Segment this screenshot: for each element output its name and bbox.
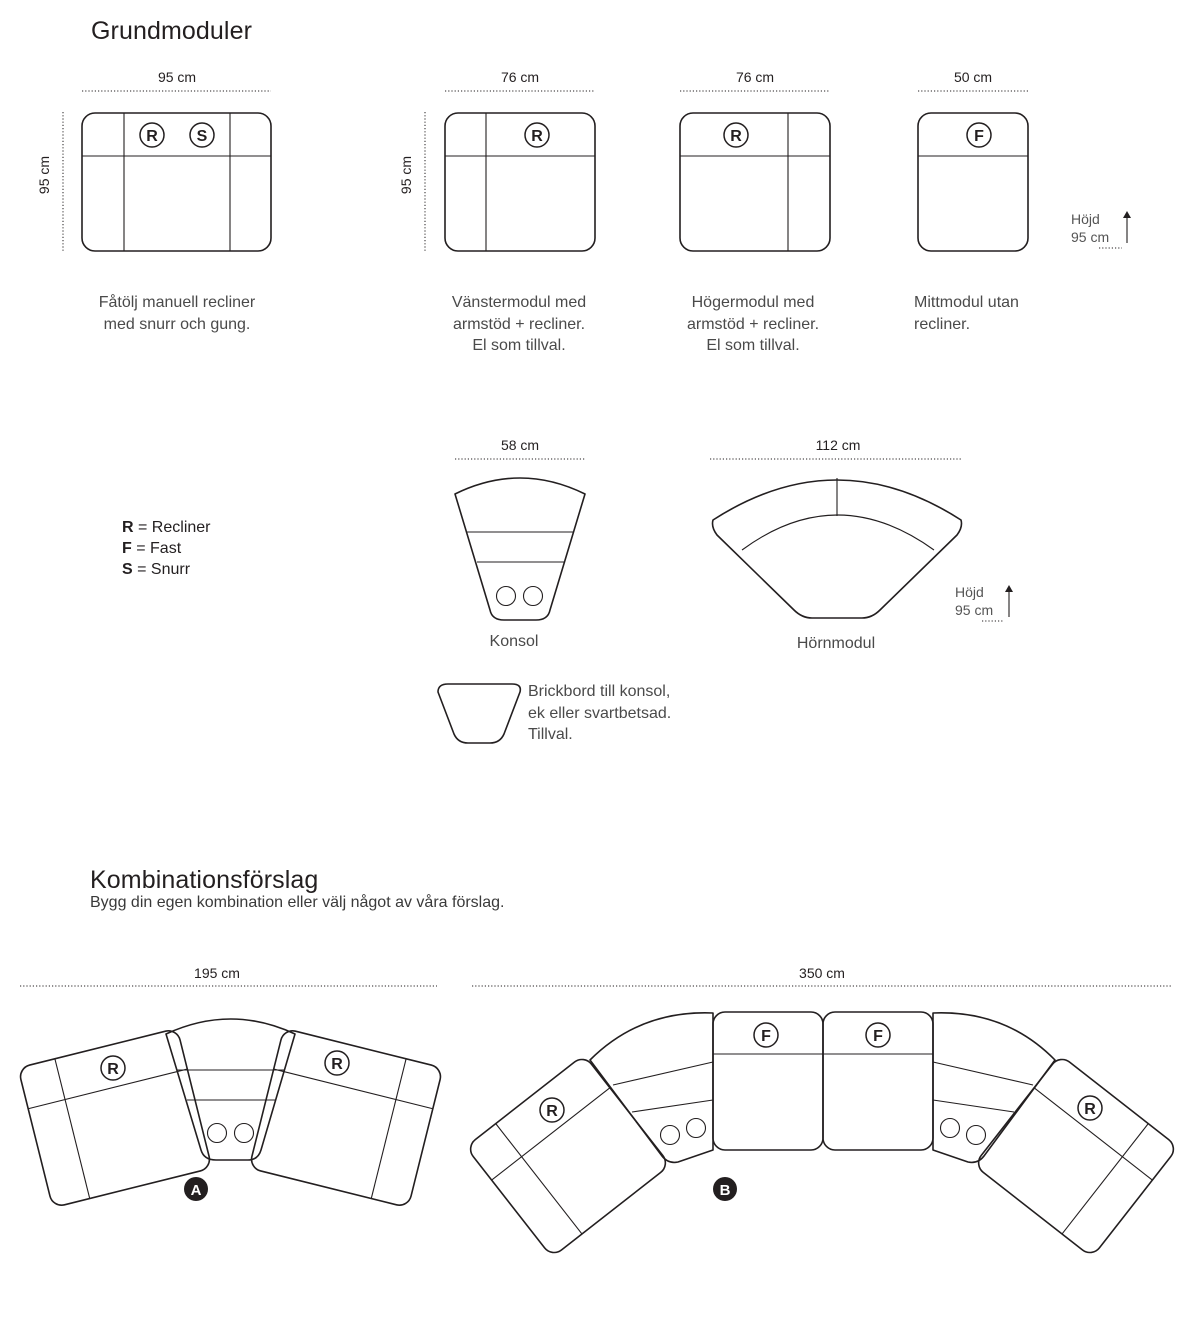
- badge-letter: R: [730, 128, 742, 145]
- hornmodul-label: Hörnmodul: [796, 635, 876, 652]
- module-3-badge-r: [724, 123, 748, 147]
- height-value: 95 cm: [955, 602, 994, 618]
- legend-text: = Snurr: [137, 561, 191, 578]
- legend-key: S: [122, 561, 133, 578]
- combo-b-width-label: 350 cm: [799, 965, 845, 981]
- caption-line: Vänstermodul med: [451, 294, 587, 311]
- badge-letter: R: [531, 128, 543, 145]
- badge-letter: R: [331, 1056, 343, 1073]
- legend-key: R: [122, 519, 134, 536]
- height-arrow-icon: [1005, 585, 1013, 617]
- combo-b-badge-r-right: [1078, 1096, 1102, 1120]
- badge-letter: R: [146, 128, 158, 145]
- caption-line: armstöd + recliner.: [686, 315, 820, 333]
- combo-a-drawing: [18, 1019, 443, 1208]
- module-3-width-label: 76 cm: [735, 69, 775, 85]
- caption-line: Fåtölj manuell recliner: [98, 294, 256, 311]
- hornmodul-width-label: 112 cm: [815, 437, 861, 453]
- caption-line: recliner.: [914, 315, 971, 333]
- cupholder-icon: [661, 1126, 680, 1145]
- combo-a-badge-r-right: [325, 1051, 349, 1075]
- cupholder-icon: [208, 1124, 227, 1143]
- combo-b-id-badge: [713, 1177, 737, 1201]
- combo-id-letter: B: [719, 1182, 731, 1199]
- caption-line: Mittmodul utan: [914, 294, 1019, 311]
- badge-letter: R: [1084, 1101, 1096, 1118]
- section-title-combinations: Kombinationsförslag: [90, 866, 319, 894]
- module-4-width-label: 50 cm: [953, 69, 993, 85]
- caption-line: med snurr och gung.: [103, 315, 251, 333]
- caption-line: Högermodul med: [691, 294, 815, 311]
- caption-line: armstöd + recliner.: [452, 315, 586, 333]
- height-label: Höjd: [1071, 211, 1100, 227]
- section-title-modules: Grundmoduler: [91, 17, 253, 45]
- module-2-width-label: 76 cm: [500, 69, 540, 85]
- module-2-drawing: [445, 113, 595, 251]
- badge-letter: R: [107, 1061, 119, 1078]
- cupholder-icon: [497, 587, 516, 606]
- legend-key: F: [122, 540, 132, 557]
- cupholder-icon: [235, 1124, 254, 1143]
- badge-letter: R: [546, 1103, 558, 1120]
- combo-a-badge-r-left: [101, 1056, 125, 1080]
- cupholder-icon: [941, 1119, 960, 1138]
- height-arrow-icon: [1123, 211, 1131, 243]
- badge-letter: F: [873, 1028, 883, 1045]
- konsol-width-label: 58 cm: [500, 437, 540, 453]
- combo-b-drawing: [466, 1012, 1178, 1257]
- caption-line: ek eller svartbetsad.: [528, 704, 672, 722]
- legend-text: = Recliner: [138, 519, 211, 536]
- module-4-badge-f: [967, 123, 991, 147]
- combo-id-letter: A: [190, 1182, 202, 1199]
- badge-letter: F: [761, 1028, 771, 1045]
- konsol-label: Konsol: [489, 633, 539, 650]
- cupholder-icon: [524, 587, 543, 606]
- module-1-width-label: 95 cm: [157, 69, 197, 85]
- caption-line: Tillval.: [528, 726, 573, 743]
- module-1-badge-r: [140, 123, 164, 147]
- module-2-badge-r: [525, 123, 549, 147]
- cupholder-icon: [967, 1126, 986, 1145]
- badge-letter: S: [196, 128, 208, 145]
- caption-line: Brickbord till konsol,: [528, 683, 671, 700]
- hornmodul-drawing: [713, 478, 962, 618]
- module-2-depth-label: 95 cm: [398, 155, 414, 195]
- combo-a-width-label: 195 cm: [194, 965, 240, 981]
- badge-letter: F: [974, 128, 984, 145]
- caption-line: El som tillval.: [706, 337, 800, 354]
- module-3-drawing: [680, 113, 830, 251]
- combo-a-id-badge: [184, 1177, 208, 1201]
- caption-line: El som tillval.: [472, 337, 566, 354]
- combo-b-badge-r-left: [540, 1098, 564, 1122]
- height-label: Höjd: [955, 584, 984, 600]
- dimension-lines: [20, 91, 1172, 986]
- combo-b-badge-f-2: [866, 1023, 890, 1047]
- module-1-badge-s: [190, 123, 214, 147]
- section-subtitle-combinations: Bygg din egen kombination eller välj något av våra förslag.: [90, 894, 505, 911]
- module-1-depth-label: 95 cm: [36, 155, 52, 195]
- konsol-drawing: [455, 478, 585, 620]
- brickbord-drawing: [438, 684, 520, 743]
- combo-b-badge-f-1: [754, 1023, 778, 1047]
- cupholder-icon: [687, 1119, 706, 1138]
- module-1-drawing: [82, 113, 271, 251]
- height-value: 95 cm: [1071, 229, 1110, 245]
- legend-text: = Fast: [136, 540, 182, 557]
